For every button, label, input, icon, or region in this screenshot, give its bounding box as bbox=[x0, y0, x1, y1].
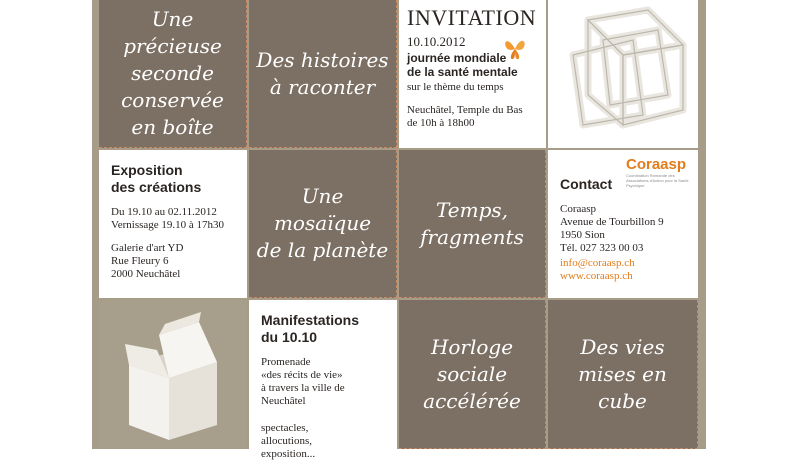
exposition-address: Galerie d'art YD Rue Fleury 6 2000 Neuchâtel bbox=[111, 242, 184, 280]
tile-text: Temps, fragments bbox=[420, 197, 524, 249]
contact-address: Coraasp Avenue de Tourbillon 9 1950 Sion Tél. 027 323 00 03 bbox=[560, 203, 664, 254]
invitation-theme: sur le thème du temps bbox=[407, 81, 504, 93]
contact-panel bbox=[548, 150, 698, 298]
cube-sculpture-drawing bbox=[548, 0, 698, 148]
exposition-panel bbox=[99, 150, 247, 298]
tile-text: Des vies mises en cube bbox=[578, 334, 667, 413]
tile-social-clock bbox=[399, 300, 546, 449]
contact-web-link[interactable]: www.coraasp.ch bbox=[560, 270, 633, 282]
left-margin bbox=[0, 0, 92, 449]
invitation-title: INVITATION bbox=[407, 5, 537, 30]
paper-box-image bbox=[99, 300, 247, 449]
invitation-date: 10.10.2012 bbox=[407, 34, 466, 49]
invitation-place: Neuchâtel, Temple du Bas de 10h à 18h00 bbox=[407, 104, 523, 129]
invitation-event: journée mondiale de la santé mentale bbox=[407, 51, 518, 79]
manifestations-panel bbox=[249, 300, 397, 460]
cube-sculpture-image bbox=[548, 0, 698, 148]
tile-text: Une mosaïque de la planète bbox=[256, 184, 389, 262]
invitation-panel bbox=[399, 0, 546, 148]
exposition-title: Exposition des créations bbox=[111, 162, 202, 195]
tile-text: Des histoires à raconter bbox=[256, 47, 389, 99]
tile-stories bbox=[249, 0, 397, 148]
coraasp-logo bbox=[626, 156, 692, 196]
manifestations-title: Manifestations du 10.10 bbox=[261, 312, 360, 345]
paper-box-drawing bbox=[99, 300, 247, 449]
contact-title: Contact bbox=[560, 176, 613, 192]
tile-time-fragments bbox=[399, 150, 546, 298]
right-margin bbox=[706, 0, 798, 449]
flyer-grid bbox=[92, 0, 706, 460]
tile-text: Horloge sociale accélérée bbox=[423, 334, 521, 413]
contact-email-link[interactable]: info@coraasp.ch bbox=[560, 257, 635, 269]
manifestations-other: spectacles, allocutions, exposition... bbox=[261, 422, 316, 460]
exposition-dates: Du 19.10 au 02.11.2012 Vernissage 19.10 à 17h30 bbox=[111, 206, 225, 231]
tile-lives-in-cube bbox=[548, 300, 698, 449]
manifestations-walk: Promenade «des récits de vie» à travers la ville de Neuchâtel bbox=[261, 356, 345, 407]
tile-text: Une précieuse seconde conservée en boîte bbox=[121, 7, 224, 139]
tile-precious-second bbox=[99, 0, 247, 148]
tile-mosaic bbox=[249, 150, 397, 298]
butterfly-icon bbox=[503, 36, 527, 62]
logo-wordmark: Coraasp bbox=[626, 156, 687, 173]
logo-tagline: Coordination Romande des Associations d'Action pour la Santé Psychique bbox=[626, 173, 689, 188]
